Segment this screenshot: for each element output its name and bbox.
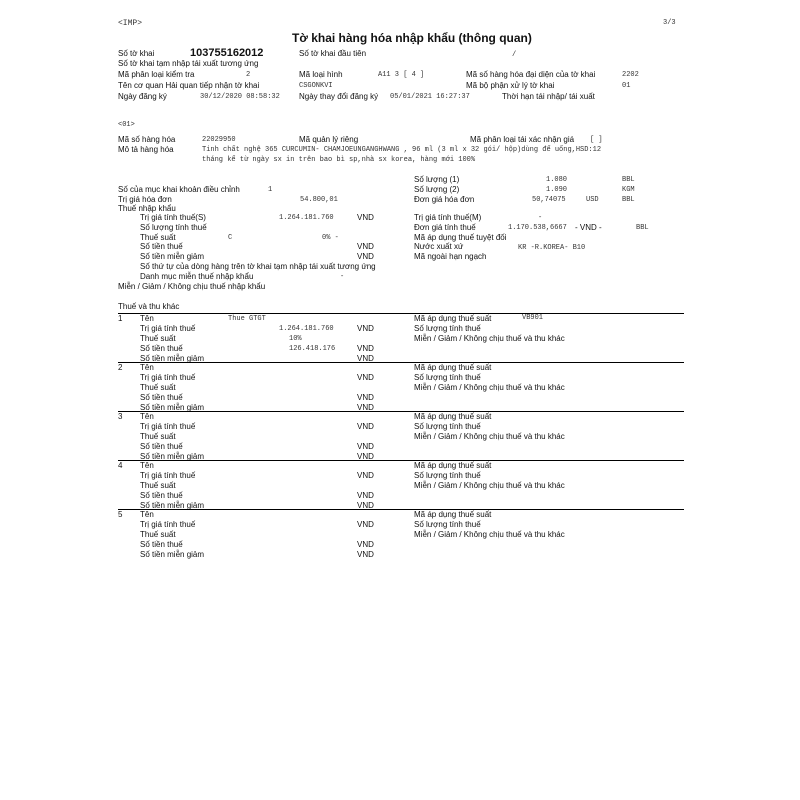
tax-thue-suat-label: Thuế suất bbox=[140, 530, 176, 539]
ma-bo-phan-value: 01 bbox=[622, 82, 631, 90]
don-gia-tinh-thue-value: 1.170.538,6667 bbox=[508, 224, 567, 232]
thue-nhap-khau-label: Thuế nhập khẩu bbox=[118, 204, 176, 213]
tax-mien-giam-khac-label: Miễn / Giảm / Không chịu thuế và thu khác bbox=[414, 432, 565, 441]
so-thu-tu-label: Số thứ tự của dòng hàng trên tờ khai tạm nhập tái xuất tương ứng bbox=[140, 262, 376, 271]
tri-gia-hoa-don-value: 54.800,01 bbox=[300, 196, 338, 204]
tax-so-tien-label: Số tiền thuế bbox=[140, 344, 183, 353]
don-gia-tinh-thue-label: Đơn giá tính thuế bbox=[414, 223, 476, 232]
mien-giam-nk-label: Miễn / Giảm / Không chịu thuế nhập khẩu bbox=[118, 282, 266, 291]
so-luong-1-value: 1.080 bbox=[546, 176, 568, 184]
tax-thue-suat-label: Thuế suất bbox=[140, 481, 176, 490]
tax-mien-giam-currency: VND bbox=[357, 403, 374, 412]
ngay-thay-doi-label: Ngày thay đổi đăng ký bbox=[299, 92, 379, 101]
so-luong-2-label: Số lượng (2) bbox=[414, 185, 460, 194]
tax-mien-giam-khac-label: Miễn / Giảm / Không chịu thuế và thu khác bbox=[414, 481, 565, 490]
so-tien-thue-currency: VND bbox=[357, 242, 374, 251]
tax-tri-gia-label: Trị giá tính thuế bbox=[140, 373, 196, 382]
tax-tri-gia-currency: VND bbox=[357, 422, 374, 431]
tax-ten-label: Tên bbox=[140, 363, 154, 372]
don-gia-tinh-thue-currency: - VND - bbox=[575, 223, 602, 232]
ngay-dang-ky-label: Ngày đăng ký bbox=[118, 92, 167, 101]
tax-so-tien-label: Số tiền thuế bbox=[140, 540, 183, 549]
item-index: <01> bbox=[118, 121, 135, 129]
ma-so-hang-hoa-value: 22029950 bbox=[202, 136, 236, 144]
tax-mien-giam-khac-label: Miễn / Giảm / Không chịu thuế và thu khác bbox=[414, 383, 565, 392]
tax-block-number: 3 bbox=[118, 412, 123, 421]
ma-loai-hinh-label: Mã loại hình bbox=[299, 70, 343, 79]
mo-ta-line-1: Tinh chất nghệ 365 CURCUMIN- CHAMJOEUNGANGHWANG , 96 ml (3 ml x 32 gói/ hộp)dùng để uống,HSD:12 bbox=[202, 146, 602, 154]
ma-phan-loai-value: 2 bbox=[246, 71, 251, 79]
tax-so-tien-currency: VND bbox=[357, 540, 374, 549]
so-to-khai-dau-tien-label: Số tờ khai đầu tiên bbox=[299, 49, 367, 58]
ma-bo-phan-label: Mã bộ phận xử lý tờ khai bbox=[466, 81, 555, 90]
tax-so-luong-label: Số lượng tính thuế bbox=[414, 324, 481, 333]
ma-dai-dien-value: 2202 bbox=[622, 71, 639, 79]
tax-so-tien-currency: VND bbox=[357, 491, 374, 500]
ma-dai-dien-label: Mã số hàng hóa đại diện của tờ khai bbox=[466, 70, 596, 79]
tax-tri-gia-currency: VND bbox=[357, 324, 374, 333]
other-taxes-divider bbox=[118, 313, 684, 314]
tax-block-number: 2 bbox=[118, 363, 123, 372]
tam-nhap-label: Số tờ khai tạm nhập tái xuất tương ứng bbox=[118, 59, 259, 68]
tax-mien-giam-currency: VND bbox=[357, 452, 374, 461]
so-luong-2-unit: KGM bbox=[622, 186, 635, 194]
ma-phan-loai-label: Mã phân loại kiểm tra bbox=[118, 70, 195, 79]
tax-tri-gia-value: 1.264.181.760 bbox=[279, 325, 334, 333]
tri-gia-tinh-thue-s-currency: VND bbox=[357, 213, 374, 222]
tax-so-luong-label: Số lượng tính thuế bbox=[414, 471, 481, 480]
tax-thue-suat-label: Thuế suất bbox=[140, 334, 176, 343]
tax-tri-gia-label: Trị giá tính thuế bbox=[140, 324, 196, 333]
don-gia-unit: BBL bbox=[622, 196, 635, 204]
nuoc-xuat-xu-label: Nước xuất xứ bbox=[414, 242, 464, 251]
tax-so-tien-value: 126.418.176 bbox=[289, 345, 336, 353]
ma-ngoai-han-ngach-label: Mã ngoài hạn ngạch bbox=[414, 252, 487, 261]
tri-gia-tinh-thue-s-value: 1.264.181.760 bbox=[279, 214, 334, 222]
tax-tri-gia-currency: VND bbox=[357, 520, 374, 529]
danh-muc-label: Danh mục miễn thuế nhập khẩu bbox=[140, 272, 254, 281]
page-number: 3/3 bbox=[663, 19, 676, 27]
tax-ten-label: Tên bbox=[140, 412, 154, 421]
so-to-khai-dau-tien-value: / bbox=[512, 51, 517, 59]
so-tien-mien-giam-label: Số tiền miễn giảm bbox=[140, 252, 205, 261]
tax-ma-ap-dung-label: Mã áp dụng thuế suất bbox=[414, 363, 492, 372]
don-gia-value: 50,74075 bbox=[532, 196, 566, 204]
thue-suat-label: Thuế suất bbox=[140, 233, 176, 242]
tax-block-number: 1 bbox=[118, 314, 123, 323]
co-quan-label: Tên cơ quan Hải quan tiếp nhận tờ khai bbox=[118, 81, 260, 90]
tax-ma-ap-dung-label: Mã áp dụng thuế suất bbox=[414, 510, 492, 519]
thue-suat-code: C bbox=[228, 234, 233, 242]
don-gia-label: Đơn giá hóa đơn bbox=[414, 195, 475, 204]
tax-block-divider bbox=[118, 411, 684, 412]
tax-block-divider bbox=[118, 460, 684, 461]
tri-gia-tinh-thue-s-label: Trị giá tính thuế(S) bbox=[140, 213, 206, 222]
tax-ten-label: Tên bbox=[140, 510, 154, 519]
ma-phan-loai-tai-xac-nhan-value: [ ] bbox=[590, 136, 603, 144]
tax-so-tien-label: Số tiền thuế bbox=[140, 491, 183, 500]
tax-so-tien-currency: VND bbox=[357, 393, 374, 402]
ma-loai-hinh-value: A11 3 [ 4 ] bbox=[378, 71, 425, 79]
co-quan-value: CSGONKVI bbox=[299, 82, 333, 90]
so-muc-khai-label: Số của mục khai khoản điều chỉnh bbox=[118, 185, 240, 194]
other-taxes-heading: Thuế và thu khác bbox=[118, 302, 180, 311]
so-luong-tinh-thue-label: Số lượng tính thuế bbox=[140, 223, 207, 232]
tri-gia-hoa-don-label: Trị giá hóa đơn bbox=[118, 195, 172, 204]
ma-quan-ly-label: Mã quản lý riêng bbox=[299, 135, 359, 144]
tax-tri-gia-label: Trị giá tính thuế bbox=[140, 422, 196, 431]
tax-tri-gia-label: Trị giá tính thuế bbox=[140, 471, 196, 480]
tax-ma-ap-dung-label: Mã áp dụng thuế suất bbox=[414, 412, 492, 421]
tri-gia-tinh-thue-m-label: Trị giá tính thuế(M) bbox=[414, 213, 482, 222]
don-gia-tinh-thue-unit: BBL bbox=[636, 224, 649, 232]
thue-suat-value: 0% - bbox=[322, 234, 339, 242]
tax-so-tien-label: Số tiền thuế bbox=[140, 393, 183, 402]
mo-ta-label: Mô tả hàng hóa bbox=[118, 145, 174, 154]
ngay-dang-ky-value: 30/12/2020 08:58:32 bbox=[200, 93, 280, 101]
tax-mien-giam-khac-label: Miễn / Giảm / Không chịu thuế và thu khác bbox=[414, 334, 565, 343]
tax-thue-suat-label: Thuế suất bbox=[140, 432, 176, 441]
tax-tri-gia-currency: VND bbox=[357, 373, 374, 382]
tax-mien-giam-currency: VND bbox=[357, 550, 374, 559]
ma-ap-dung-tuyet-doi-label: Mã áp dụng thuế tuyệt đối bbox=[414, 233, 507, 242]
so-to-khai-value: 103755162012 bbox=[190, 47, 264, 59]
tax-block-number: 5 bbox=[118, 510, 123, 519]
don-gia-currency: USD bbox=[586, 196, 599, 204]
tax-mien-giam-label: Số tiền miễn giảm bbox=[140, 403, 205, 412]
tax-block-number: 4 bbox=[118, 461, 123, 470]
tax-so-luong-label: Số lượng tính thuế bbox=[414, 520, 481, 529]
tax-so-luong-label: Số lượng tính thuế bbox=[414, 373, 481, 382]
tax-ma-ap-dung-label: Mã áp dụng thuế suất bbox=[414, 314, 492, 323]
ma-phan-loai-tai-xac-nhan-label: Mã phân loại tái xác nhận giá bbox=[470, 135, 575, 144]
so-luong-1-label: Số lượng (1) bbox=[414, 175, 460, 184]
so-luong-1-unit: BBL bbox=[622, 176, 635, 184]
tax-mien-giam-khac-label: Miễn / Giảm / Không chịu thuế và thu khác bbox=[414, 530, 565, 539]
mo-ta-line-2: tháng kể từ ngày sx in trên bao bì sp,nhà sx korea, hàng mới 100% bbox=[202, 156, 476, 164]
tax-mien-giam-label: Số tiền miễn giảm bbox=[140, 501, 205, 510]
tax-mien-giam-label: Số tiền miễn giảm bbox=[140, 354, 205, 363]
danh-muc-value: - bbox=[340, 273, 345, 281]
nuoc-xuat-xu-value: KR -R.KOREA- B10 bbox=[518, 244, 586, 252]
tax-mien-giam-currency: VND bbox=[357, 354, 374, 363]
thoi-han-label: Thời hạn tái nhập/ tái xuất bbox=[502, 92, 595, 101]
tax-ma-ap-dung-label: Mã áp dụng thuế suất bbox=[414, 461, 492, 470]
tax-block-divider bbox=[118, 509, 684, 510]
tax-tri-gia-currency: VND bbox=[357, 471, 374, 480]
tax-thue-suat-value: 10% bbox=[289, 335, 302, 343]
tax-ma-ap-dung-value: VB901 bbox=[522, 314, 544, 322]
so-tien-mien-giam-currency: VND bbox=[357, 252, 374, 261]
tax-mien-giam-label: Số tiền miễn giảm bbox=[140, 452, 205, 461]
tax-tri-gia-label: Trị giá tính thuế bbox=[140, 520, 196, 529]
document-tag: <IMP> bbox=[118, 19, 143, 28]
tax-mien-giam-currency: VND bbox=[357, 501, 374, 510]
tax-ten-label: Tên bbox=[140, 461, 154, 470]
tax-ten-value: Thue GTGT bbox=[228, 315, 266, 323]
so-to-khai-label: Số tờ khai bbox=[118, 49, 155, 58]
page-title: Tờ khai hàng hóa nhập khẩu (thông quan) bbox=[292, 31, 532, 45]
ngay-thay-doi-value: 05/01/2021 16:27:37 bbox=[390, 93, 470, 101]
so-tien-thue-label: Số tiền thuế bbox=[140, 242, 183, 251]
tax-so-tien-currency: VND bbox=[357, 344, 374, 353]
tax-so-tien-label: Số tiền thuế bbox=[140, 442, 183, 451]
so-luong-2-value: 1.090 bbox=[546, 186, 568, 194]
tax-ten-label: Tên bbox=[140, 314, 154, 323]
so-muc-khai-value: 1 bbox=[268, 186, 273, 194]
tax-mien-giam-label: Số tiền miễn giảm bbox=[140, 550, 205, 559]
tri-gia-tinh-thue-m-value: - bbox=[538, 214, 543, 222]
tax-so-tien-currency: VND bbox=[357, 442, 374, 451]
tax-thue-suat-label: Thuế suất bbox=[140, 383, 176, 392]
tax-block-divider bbox=[118, 362, 684, 363]
ma-so-hang-hoa-label: Mã số hàng hóa bbox=[118, 135, 176, 144]
tax-so-luong-label: Số lượng tính thuế bbox=[414, 422, 481, 431]
